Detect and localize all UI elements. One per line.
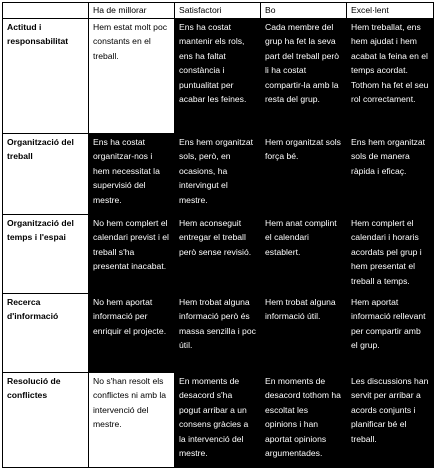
rubric-cell: Hem treballat, ens hem ajudat i hem acabat la feina en el temps acordat. Tothom ha fet el seu rol correctament. [347, 18, 434, 133]
rubric-cell: Hem complert el calendari i horaris acordats pel grup i hem presentat el treball a temps. [347, 214, 434, 293]
criterion-cell: Actitud i responsabilitat [3, 18, 89, 133]
criterion-cell: Recerca d'informació [3, 293, 89, 372]
level-header: Ha de millorar [89, 3, 175, 19]
rubric-cell: Hem aportat informació rellevant per compartir amb el grup. [347, 293, 434, 372]
criterion-cell: Organització del treball [3, 133, 89, 214]
rubric-cell: Cada membre del grup ha fet la seva part del treball però li ha costat compartir-la amb la resta del grup. [261, 18, 347, 133]
table-row [3, 293, 434, 372]
header-row [3, 3, 434, 19]
level-header: Satisfactori [175, 3, 261, 19]
table-row [3, 214, 434, 293]
table-row [3, 18, 434, 133]
rubric-cell: No s'han resolt els conflictes ni amb la intervenció del mestre. [89, 372, 175, 467]
rubric-cell: Ens hem organitzat sols, però, en ocasions, ha intervingut el mestre. [175, 133, 261, 214]
rubric-cell: En moments de desacord tothom ha escoltat les opinions i han aportat opinions argumentades. [261, 372, 347, 467]
table-row [3, 372, 434, 467]
rubric-cell: Hem organitzat sols força bé. [261, 133, 347, 214]
rubric-table [2, 2, 434, 468]
rubric-cell: No hem complert el calendari previst i el treball s'ha presentat inacabat. [89, 214, 175, 293]
rubric-cell: No hem aportat informació per enriquir el projecte. [89, 293, 175, 372]
rubric-cell: Hem estat molt poc constants en el treball. [89, 18, 175, 133]
table-row [3, 133, 434, 214]
rubric-cell: Hem aconseguit entregar el treball però sense revisió. [175, 214, 261, 293]
level-header: Excel·lent [347, 3, 434, 19]
corner-cell [3, 3, 89, 19]
rubric-cell: Ens hem organitzat sols de manera ràpida i eficaç. [347, 133, 434, 214]
rubric-cell: Hem trobat alguna informació però és massa senzilla i poc útil. [175, 293, 261, 372]
rubric-cell: En moments de desacord s'ha pogut arribar a un consens gràcies a la intervenció del mestre. [175, 372, 261, 467]
rubric-cell: Ens ha costat organitzar-nos i hem necessitat la supervisió del mestre. [89, 133, 175, 214]
level-header: Bo [261, 3, 347, 19]
criterion-cell: Resolució de conflictes [3, 372, 89, 467]
rubric-cell: Les discussions han servit per arribar a acords conjunts i planificar bé el treball. [347, 372, 434, 467]
rubric-cell: Hem anat complint el calendari establert. [261, 214, 347, 293]
rubric-cell: Hem trobat alguna informació útil. [261, 293, 347, 372]
rubric-cell: Ens ha costat mantenir els rols, ens ha faltat constància i puntualitat per acabar les feines. [175, 18, 261, 133]
criterion-cell: Organització del temps i l'espai [3, 214, 89, 293]
